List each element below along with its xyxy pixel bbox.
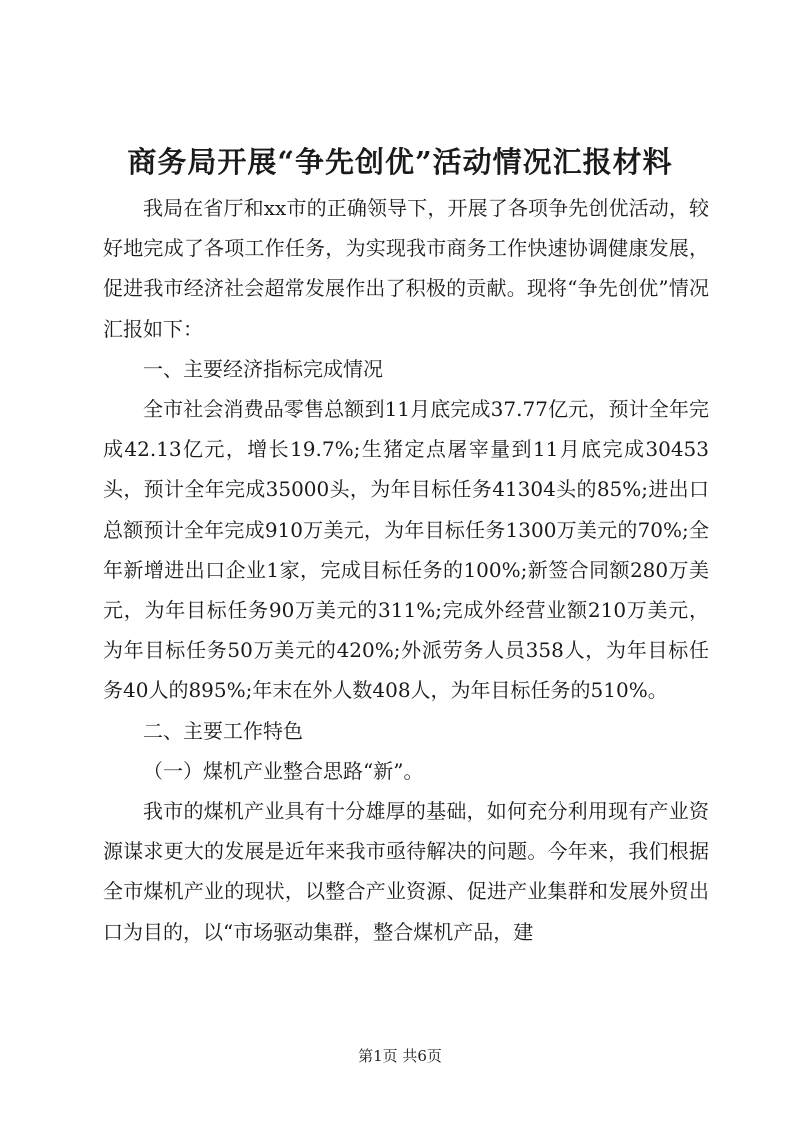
coal-machinery-paragraph: 我市的煤机产业具有十分雄厚的基础，如何充分利用现有产业资源谋求更大的发展是近年来我市亟待解决的问题。今年来，我们根据全市煤机产业的现状，以整合产业资源、促进产业集群和发展外贸出口为目的，以“市场驱动集群，整合煤机产品，建	[103, 799, 709, 944]
document-body	[103, 188, 709, 952]
section-heading-indicators: 一、主要经济指标完成情况	[143, 356, 383, 381]
page-footer: 第1页 共6页	[358, 1047, 442, 1065]
indicators-paragraph: 全市社会消费品零售总额到11月底完成37.77亿元，预计全年完成42.13亿元，增长19.7%;生猪定点屠宰量到11月底完成30453头，预计全年完成35000头，为年目标任务41304头的85%;进出口总额预计全年完成910万美元，为年目标任务1300万美元的70%;全年新增进出口企业1家，完成目标任务的100%;新签合同额280万美元，为年目标任务90万美元的311%;完成外经营业额210万美元，为年目标任务50万美元的420%;外派劳务人员358人，为年目标任务40人的895%;年末在外人数408人，为年目标任务的510%。	[103, 397, 709, 703]
intro-paragraph: 我局在省厅和xx市的正确领导下，开展了各项争先创优活动，较好地完成了各项工作任务，为实现我市商务工作快速协调健康发展，促进我市经济社会超常发展作出了积极的贡献。现将“争先创优”情况汇报如下：	[103, 196, 709, 341]
section-heading-features: 二、主要工作特色	[143, 718, 303, 743]
subsection-heading-coal-machinery: （一）煤机产业整合思路“新”。	[143, 758, 424, 783]
document-title: 商务局开展“争先创优”活动情况汇报材料	[127, 145, 673, 179]
